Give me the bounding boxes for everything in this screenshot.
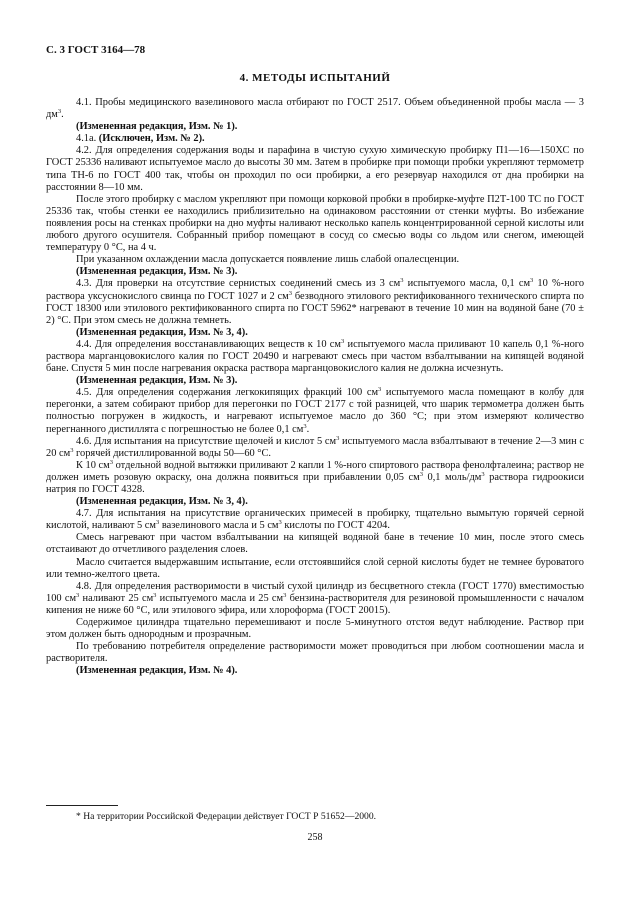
amendment-note: (Измененная редакция, Изм. № 4). xyxy=(76,665,238,677)
paragraph: 4.5. Для определения содержания легкокипящих фракций 100 $см^3$ испытуемого масла помещают в колбу для перегонки, а затем собирают прибор для перегонки по ГОСТ 2177 с той разницей, что шарик термометра должен быть полностью погружен в жидкость, и нагревают испытуемое масло до 360 °С; при этом измеряют количество перегнанного дистиллята с погрешностью не более 0,1 $см^3$. xyxy=(46,386,584,435)
paragraph: Содержимое цилиндра тщательно перемешивают и после 5-минутного отстоя ведут наблюдение. Раствор при этом должен быть однородным и прозрачным. xyxy=(46,617,584,641)
paragraph: 4.3. Для проверки на отсутствие сернистых соединений смесь из 3 $см^3$ испытуемого масла, 0,1 $см^3$ 10 %-ного раствора уксуснокислого свинца по ГОСТ 1027 и 2 $см^3$ безводного этилового ректификованного технического спирта по ГОСТ 18300 или этилового ректификованного спирта по ГОСТ 5962* нагревают в течение 10 мин на водяной бане (70 ± 2) °С. При этом смесь не должна темнеть. xyxy=(46,277,585,326)
paragraph: 4.1а. (Исключен, Изм. № 2). xyxy=(76,133,205,145)
paragraph: По требованию потребителя определение растворимости может проводиться при любом соотношении масла и растворителя. xyxy=(46,641,584,665)
paragraph: 4.4. Для определения восстанавливающих веществ к 10 $см^3$ испытуемого масла приливают 10 капель 0,1 %-ного раствора марганцовокислого калия по ГОСТ 20490 и нагревают смесь при частом взбалтывании на кипящей водяной бане. Спустя 5 мин после нагревания окраска раствора марганцовокислого калия не должна исчезнуть. xyxy=(46,337,584,375)
amendment-note: (Измененная редакция, Изм. № 3). xyxy=(76,266,238,278)
paragraph: 4.6. Для испытания на присутствие щелочей и кислот 5 $см^3$ испытуемого масла взбалтывают в течение 2—3 мин с 20 $см^3$ горячей дистиллированной воды 50—60 °С. xyxy=(46,434,584,459)
amendment-note: (Измененная редакция, Изм. № 3, 4). xyxy=(76,326,248,338)
paragraph: При указанном охлаждении масла допускается появление лишь слабой опалесценции. xyxy=(76,254,460,266)
paragraph: После этого пробирку с маслом укрепляют при помощи корковой пробки в пробирке-муфте П2Т-100 ТС по ГОСТ 25336 так, чтобы стенки ее находились приблизительно на одинаковом расстоянии от стенки муфты. Во избежание появления росы на стенках пробирки на дно муфты наливают несколько капель концентрированной серной кислоты или любого другого осушителя. Собранный прибор помещают в сосуд со смесью воды со льдом или снегом, имеющей температуру 0 °С, на 4 ч. xyxy=(46,193,584,254)
paragraph: Смесь нагревают при частом взбалтывании на кипящей водяной бане в течение 10 мин, после этого смесь отстаивают до отчетливого разделения слоев. xyxy=(46,532,584,556)
paragraph: Масло считается выдержавшим испытание, если отстоявшийся слой серной кислоты будет не темнее буроватого или темно-желтого цвета. xyxy=(46,556,584,580)
paragraph: 4.2. Для определения содержания воды и парафина в чистую сухую химическую пробирку П1—16—150ХС по ГОСТ 25336 наливают испытуемое масло до высоты 30 мм. Затем в пробирке при помощи пробки укрепляют термометр типа ТН-6 по ГОСТ 400 так, чтобы он проходил по оси пробирки, а его резервуар находился от дна пробирки на расстоянии 8—10 мм. xyxy=(46,145,584,193)
paragraph: 4.7. Для испытания на присутствие органических примесей в пробирку, тщательно вымытую горячей серной кислотой, наливают 5 $см^3$ вазелинового масла и 5 $см^3$ кислоты по ГОСТ 4204. xyxy=(46,508,584,532)
section-title: 4. МЕТОДЫ ИСПЫТАНИЙ xyxy=(239,72,391,84)
footnote: * На территории Российской Федерации действует ГОСТ Р 51652—2000. xyxy=(76,811,377,822)
page-number: 258 xyxy=(307,832,323,843)
running-header: С. 3 ГОСТ 3164—78 xyxy=(46,44,146,56)
amendment-note: (Измененная редакция, Изм. № 1). xyxy=(76,121,238,133)
amendment-note: (Измененная редакция, Изм. № 3, 4). xyxy=(76,496,248,508)
paragraph: 4.1. Пробы медицинского вазелинового масла отбирают по ГОСТ 2517. Объем объединенной пробы масла — 3 $дм^3$. xyxy=(46,97,584,121)
paragraph: К 10 $см^3$ отдельной водной вытяжки приливают 2 капли 1 %-ного спиртового раствора фенолфталеина; раствор не должен иметь розовую окраску, она должна появиться при прибавлении 0,05 $см^3$ 0,1 моль/$дм^3$ раствора гидроокиси натрия по ГОСТ 4328. xyxy=(46,458,584,495)
paragraph: 4.8. Для определения растворимости в чистый сухой цилиндр из бесцветного стекла (ГОСТ 1770) вместимостью 100 $см^3$ наливают 25 $см^3$ испытуемого масла и 25 $см^3$ бензина-растворителя для резиновой промышленности с началом кипения не ниже 60 °С, или этилового эфира, или хлороформа (ГОСТ 20015). xyxy=(46,580,584,616)
footnote-rule xyxy=(46,805,118,806)
amendment-note: (Измененная редакция, Изм. № 3). xyxy=(76,375,238,387)
body-text xyxy=(46,97,584,678)
